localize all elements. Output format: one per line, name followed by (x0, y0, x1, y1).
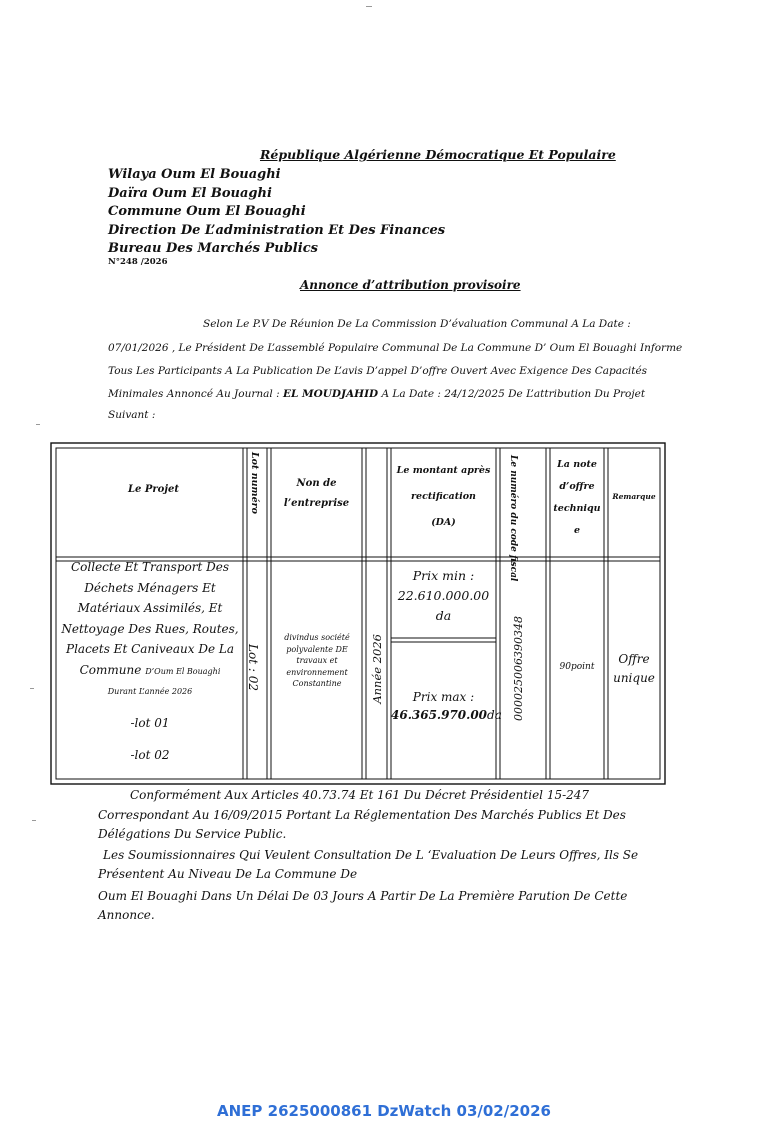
header-code-fiscal: Le numéro du code fiscal (508, 455, 518, 582)
intro-line: Minimales Annoncé Au Journal : EL MOUDJAHID A La Date : 24/12/2025 De L’attribution Du Projet (108, 388, 646, 400)
cell-prix-max: Prix max : 46.365.970.00da (391, 690, 502, 722)
cell-remarque: Offre unique (613, 652, 655, 685)
cell-entreprise: divindus société polyvalente DE travaux et environnement Constantine (284, 633, 350, 688)
announcement-title: Annonce d’attribution provisoire (300, 278, 521, 292)
conclusion-line: Délégations Du Service Public. (98, 827, 287, 841)
cell-projet: Collecte Et Transport Des Déchets Ménagers Et Matériaux Assimilés, Et Nettoyage Des Rues, Routes, Placets Et Caniveaux De La Commune D’Oum El Bouaghi Durant L’année 2026 -lot 01 -lot 02 (61, 560, 239, 762)
header-note-technique: La note d’offre techniqu e (553, 459, 601, 536)
direction-line: Direction De L’administration Et Des Finances (108, 223, 446, 238)
intro-line: Selon Le P.V De Réunion De La Commission D’évaluation Communal A La Date : (203, 318, 631, 330)
header-lot-numero: Lot numéro (249, 452, 260, 514)
intro-line: Suivant : (108, 409, 156, 421)
conclusion-line: Oum El Bouaghi Dans Un Délai De 03 Jours A Partir De La Première Parution De Cette (98, 889, 628, 903)
cell-code-fiscal: 000025006390348 (512, 616, 525, 721)
footer-reference: ANEP 2625000861 DzWatch 03/02/2026 (217, 1102, 551, 1120)
commune-line: Commune Oum El Bouaghi (108, 204, 306, 219)
conclusion-line: Correspondant Au 16/09/2015 Portant La Réglementation Des Marchés Publics Et Des (98, 808, 626, 822)
intro-line: Tous Les Participants A La Publication De L’avis D’appel D’offre Ouvert Avec Exigence Des Capacités (108, 365, 648, 377)
conclusion-line: Présentent Au Niveau De La Commune De (98, 867, 358, 881)
daira-line: Daïra Oum El Bouaghi (108, 186, 272, 201)
header-remarque: Remarque (612, 492, 656, 501)
conclusion-line: Conformément Aux Articles 40.73.74 Et 161 Du Décret Présidentiel 15-247 (130, 788, 590, 802)
conclusion-line: Les Soumissionnaires Qui Veulent Consultation De L ‘Evaluation De Leurs Offres, Ils Se (103, 848, 639, 862)
cell-lot-numero: Lot : 02 (246, 644, 260, 691)
conclusion-line: Annonce. (98, 908, 155, 922)
republic-title: République Algérienne Démocratique Et Populaire (260, 147, 616, 162)
header-projet: Le Projet (128, 484, 179, 495)
header-entreprise: Non de l’entreprise (283, 478, 350, 509)
wilaya-line: Wilaya Oum El Bouaghi (108, 167, 281, 182)
reference-number: N°248 /2026 (108, 257, 168, 267)
cell-annee: Année 2026 (370, 634, 384, 704)
cell-prix-min: Prix min : 22.610.000.00 da (397, 568, 490, 623)
bureau-line: Bureau Des Marchés Publics (108, 241, 318, 256)
header-montant: Le montant après rectification (DA) (396, 465, 491, 528)
cell-note: 90point (559, 662, 595, 672)
intro-line: 07/01/2026 , Le Président De L’assemblé Populaire Communal De La Commune D’ Oum El Bouaghi Informe (108, 342, 683, 354)
